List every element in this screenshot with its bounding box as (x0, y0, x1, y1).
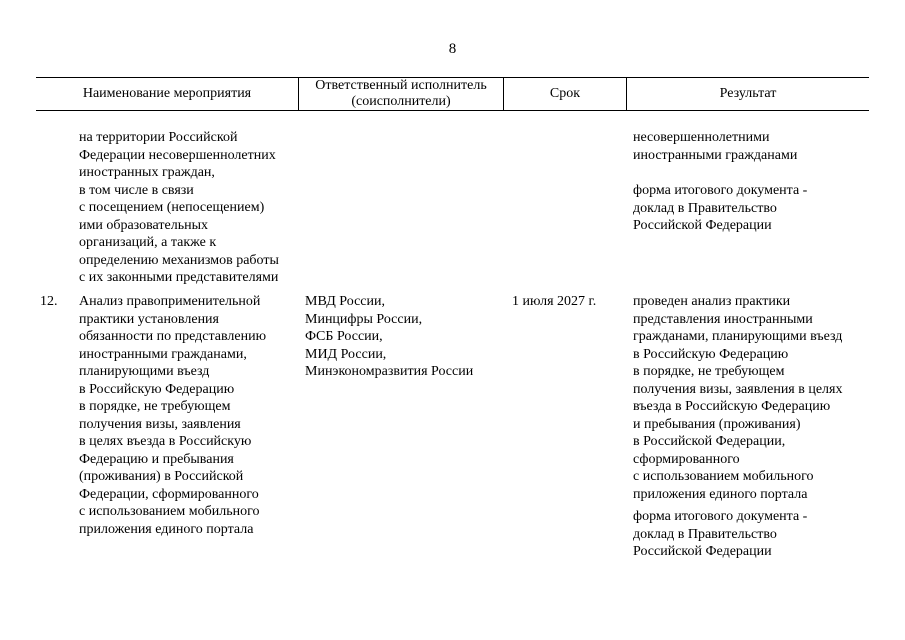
page-number: 8 (448, 41, 457, 57)
row-executors: МВД России, Минцифры России, ФСБ России, МИД России, Минэкономразвития России (305, 294, 474, 379)
row-name-text: Анализ правоприменительной практики установления обязанности по представлению иностранными гражданами, планирующими въезд в Российскую Федерацию в порядке, не требующем получения визы, заявления в целях въезда в Российскую Федерацию и пребывания (проживания) в Российской Федерации, сформированного с использованием мобильного приложения единого портала (79, 294, 267, 537)
row-result-text: проведен анализ практики представления иностранными гражданами, планирующими въезд в Российскую Федерацию в порядке, не требующем получения визы, заявления в целях въезда в Российскую Федерацию и пребывания (проживания) в Российской Федерации, сформированного с использованием мобильного приложения единого портала (633, 294, 843, 502)
header-deadline-label: Срок (549, 85, 581, 101)
header-executor-label: Ответственный исполнитель (соисполнители) (315, 77, 487, 109)
row-number: 12. (40, 294, 58, 309)
header-result-label: Результат (719, 85, 777, 101)
continuation-name-text: на территории Российской Федерации несовершеннолетних иностранных граждан, в том числе в связи с посещением (непосещением) ими образовательных организаций, а также к определению механизмов работы с их законными представителями (79, 130, 279, 285)
table-header-bottom-rule (36, 110, 869, 111)
row-deadline: 1 июля 2027 г. (512, 294, 597, 309)
header-name-label: Наименование мероприятия (82, 85, 252, 101)
continuation-result-form: форма итогового документа - доклад в Правительство Российской Федерации (633, 183, 808, 233)
header-executor (299, 77, 503, 110)
header-deadline (504, 77, 626, 110)
continuation-result-text: несовершеннолетними иностранными гражданами (633, 130, 798, 163)
header-name (36, 77, 298, 110)
row-result-form: форма итогового документа - доклад в Правительство Российской Федерации (633, 509, 808, 559)
header-result (627, 77, 869, 110)
